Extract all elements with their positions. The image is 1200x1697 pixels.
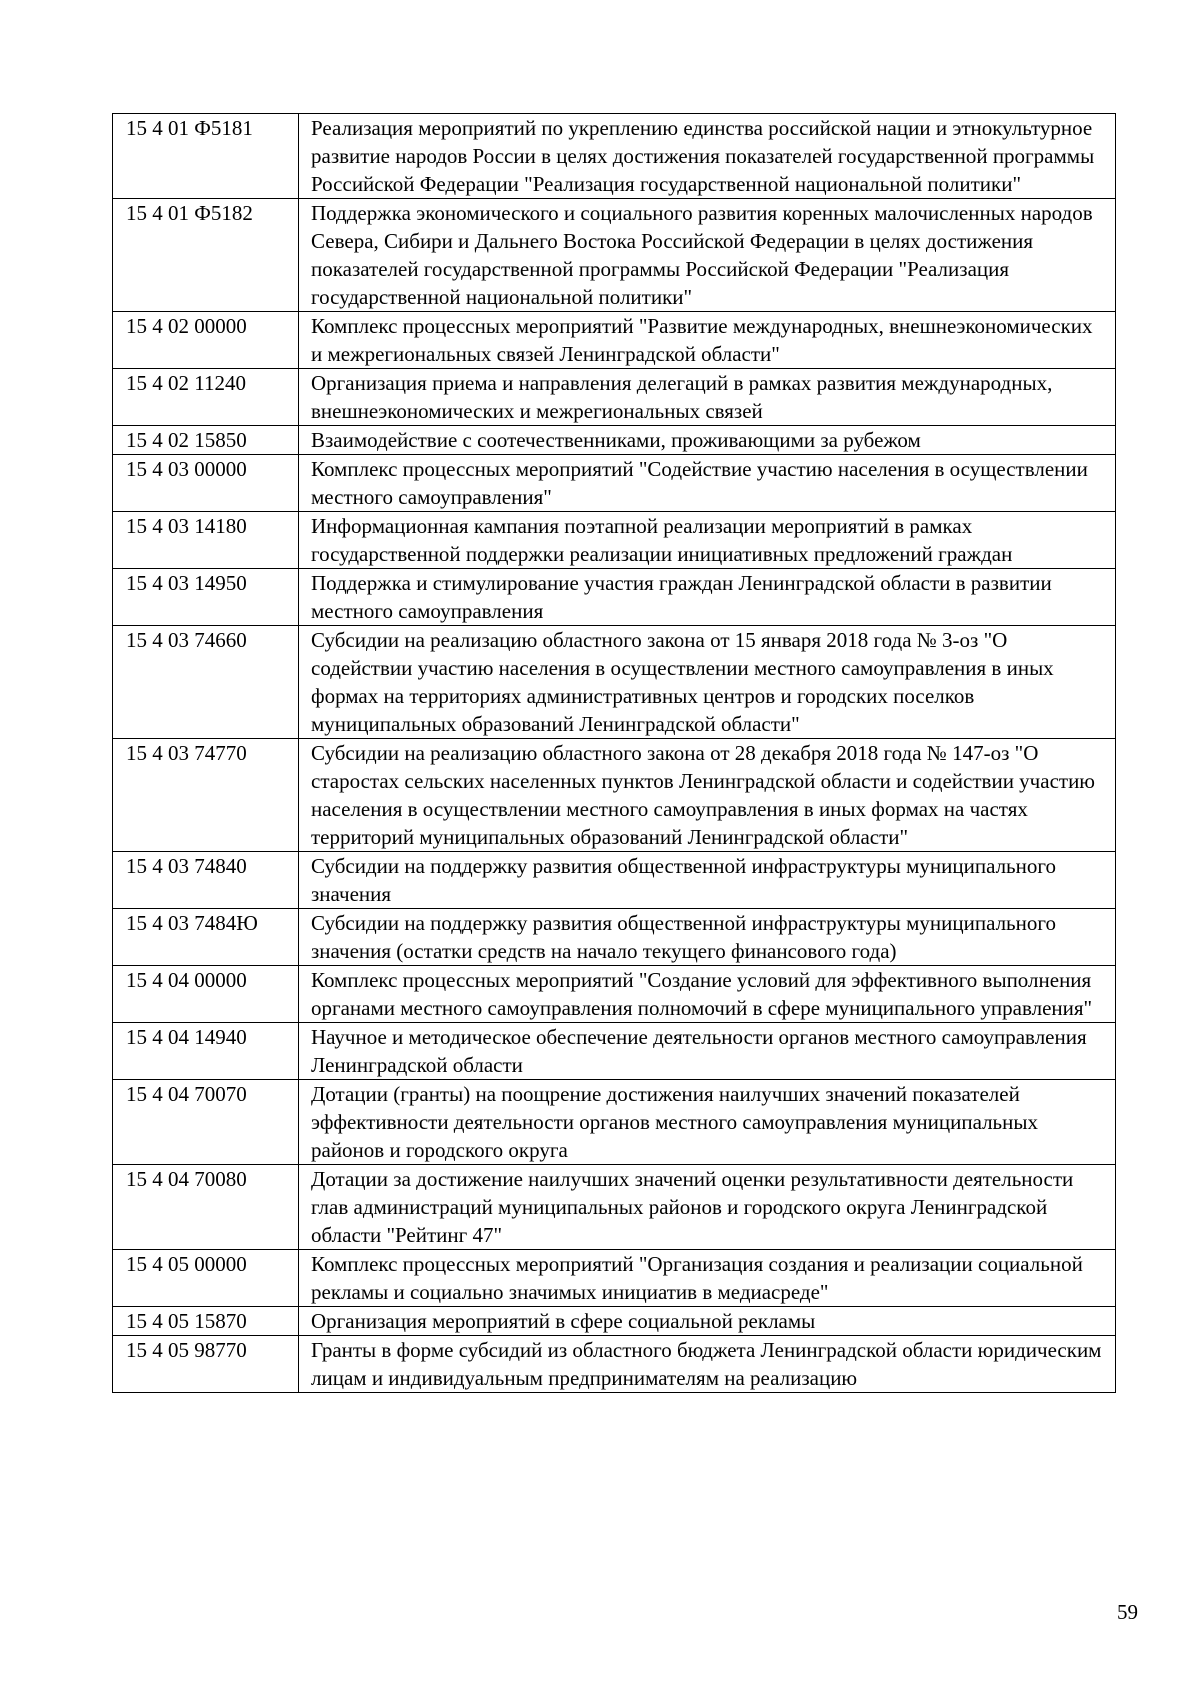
row-code-cell: 15 4 04 70070: [113, 1080, 299, 1165]
table-row: [113, 569, 1116, 626]
table-row: [113, 512, 1116, 569]
table-row: [113, 114, 1116, 199]
row-description-cell: Субсидии на реализацию областного закона от 15 января 2018 года № 3-оз "О содействии участию населения в осуществлении местного самоуправления в иных формах на территориях административных центров и городских поселков муниципальных образований Ленинградской области": [299, 626, 1116, 739]
row-description-cell: Реализация мероприятий по укреплению единства российской нации и этнокультурное развитие народов России в целях достижения показателей государственной программы Российской Федерации "Реализация государственной национальной политики": [299, 114, 1116, 199]
table-row: [113, 199, 1116, 312]
table-row: [113, 852, 1116, 909]
row-code-cell: 15 4 02 00000: [113, 312, 299, 369]
row-code-cell: 15 4 03 14950: [113, 569, 299, 626]
table-row: [113, 369, 1116, 426]
row-description-cell: Научное и методическое обеспечение деятельности органов местного самоуправления Ленинградской области: [299, 1023, 1116, 1080]
budget-classification-table: [112, 113, 1116, 1393]
row-code-cell: 15 4 03 74840: [113, 852, 299, 909]
row-code-cell: 15 4 04 00000: [113, 966, 299, 1023]
table-body: [113, 114, 1116, 1393]
table-row: [113, 455, 1116, 512]
row-code-cell: 15 4 03 00000: [113, 455, 299, 512]
row-description-cell: Поддержка и стимулирование участия граждан Ленинградской области в развитии местного самоуправления: [299, 569, 1116, 626]
row-description-cell: Организация приема и направления делегаций в рамках развития международных, внешнеэкономических и межрегиональных связей: [299, 369, 1116, 426]
table-row: [113, 312, 1116, 369]
row-description-cell: Комплекс процессных мероприятий "Организация создания и реализации социальной рекламы и социально значимых инициатив в медиасреде": [299, 1250, 1116, 1307]
row-code-cell: 15 4 05 15870: [113, 1307, 299, 1336]
row-description-cell: Организация мероприятий в сфере социальной рекламы: [299, 1307, 1116, 1336]
row-description-cell: Субсидии на поддержку развития общественной инфраструктуры муниципального значения (остатки средств на начало текущего финансового года): [299, 909, 1116, 966]
table-row: [113, 1307, 1116, 1336]
row-code-cell: 15 4 02 15850: [113, 426, 299, 455]
row-description-cell: Комплекс процессных мероприятий "Развитие международных, внешнеэкономических и межрегиональных связей Ленинградской области": [299, 312, 1116, 369]
row-code-cell: 15 4 03 74770: [113, 739, 299, 852]
row-description-cell: Дотации за достижение наилучших значений оценки результативности деятельности глав администраций муниципальных районов и городского округа Ленинградской области "Рейтинг 47": [299, 1165, 1116, 1250]
row-description-cell: Гранты в форме субсидий из областного бюджета Ленинградской области юридическим лицам и индивидуальным предпринимателям на реализацию: [299, 1336, 1116, 1393]
row-description-cell: Взаимодействие с соотечественниками, проживающими за рубежом: [299, 426, 1116, 455]
row-code-cell: 15 4 03 74660: [113, 626, 299, 739]
row-description-cell: Субсидии на поддержку развития общественной инфраструктуры муниципального значения: [299, 852, 1116, 909]
table-row: [113, 1080, 1116, 1165]
page-number: 59: [1117, 1600, 1138, 1624]
row-description-cell: Поддержка экономического и социального развития коренных малочисленных народов Севера, Сибири и Дальнего Востока Российской Федерации в целях достижения показателей государственной программы Российской Федерации "Реализация государственной национальной политики": [299, 199, 1116, 312]
row-description-cell: Комплекс процессных мероприятий "Содействие участию населения в осуществлении местного самоуправления": [299, 455, 1116, 512]
row-description-cell: Субсидии на реализацию областного закона от 28 декабря 2018 года № 147-оз "О старостах сельских населенных пунктов Ленинградской области и содействии участию населения в осуществлении местного самоуправления в иных формах на частях территорий муниципальных образований Ленинградской области": [299, 739, 1116, 852]
row-code-cell: 15 4 03 14180: [113, 512, 299, 569]
row-code-cell: 15 4 01 Ф5182: [113, 199, 299, 312]
table-row: [113, 1336, 1116, 1393]
table-row: [113, 909, 1116, 966]
table-row: [113, 739, 1116, 852]
row-code-cell: 15 4 04 14940: [113, 1023, 299, 1080]
table-row: [113, 426, 1116, 455]
row-code-cell: 15 4 04 70080: [113, 1165, 299, 1250]
row-description-cell: Дотации (гранты) на поощрение достижения наилучших значений показателей эффективности деятельности органов местного самоуправления муниципальных районов и городского округа: [299, 1080, 1116, 1165]
row-code-cell: 15 4 01 Ф5181: [113, 114, 299, 199]
row-code-cell: 15 4 05 98770: [113, 1336, 299, 1393]
table-row: [113, 1023, 1116, 1080]
row-code-cell: 15 4 03 7484Ю: [113, 909, 299, 966]
table-row: [113, 1165, 1116, 1250]
table-row: [113, 966, 1116, 1023]
row-description-cell: Информационная кампания поэтапной реализации мероприятий в рамках государственной поддержки реализации инициативных предложений граждан: [299, 512, 1116, 569]
row-code-cell: 15 4 02 11240: [113, 369, 299, 426]
table-row: [113, 1250, 1116, 1307]
row-code-cell: 15 4 05 00000: [113, 1250, 299, 1307]
table-row: [113, 626, 1116, 739]
row-description-cell: Комплекс процессных мероприятий "Создание условий для эффективного выполнения органами местного самоуправления полномочий в сфере муниципального управления": [299, 966, 1116, 1023]
